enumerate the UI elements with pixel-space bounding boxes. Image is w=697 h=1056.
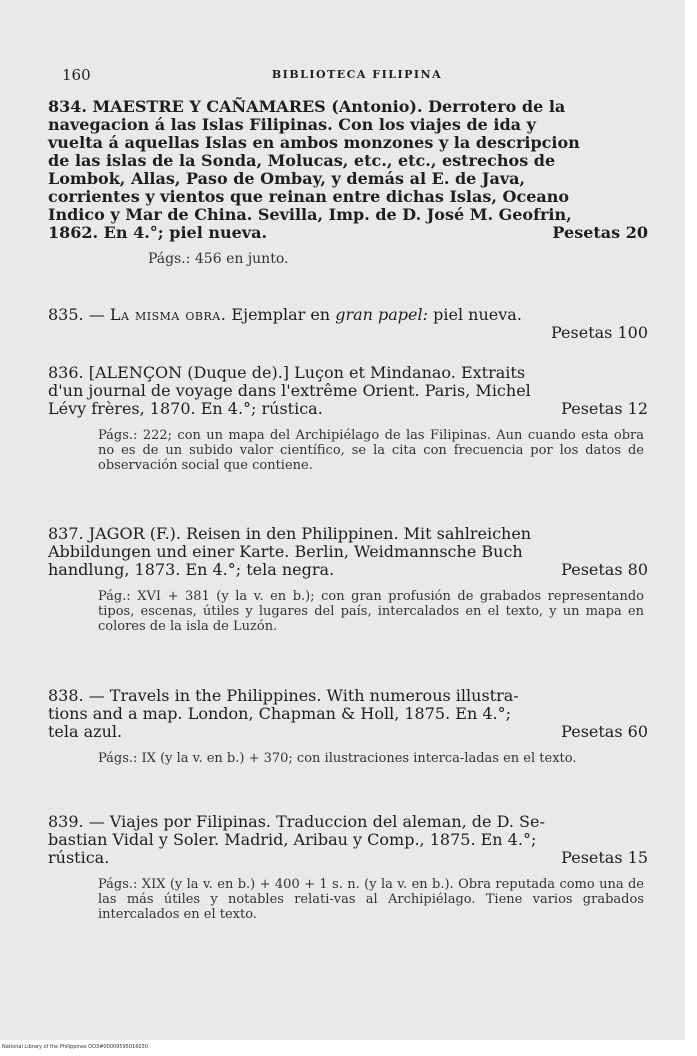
entry-price: Pesetas 100 [551, 323, 648, 342]
entry-835 [48, 306, 648, 342]
entry-line: tions and a map. London, Chapman & Holl, 1875. En 4.°; [48, 704, 511, 723]
entry-line: bastian Vidal y Soler. Madrid, Aribau y Comp., 1875. En 4.°; [48, 830, 537, 849]
entry-line: de las islas de la Sonda, Molucas, etc., etc., estrechos de [48, 151, 556, 170]
entry-note: Pág.: XVI + 381 (y la v. en b.); con gran profusión de grabados representando tipos, escenas, útiles y lugares del país, intercalados en el texto, y un mapa en colores de la isla de Luzón. [98, 589, 644, 634]
entry-note: Págs.: 222; con un mapa del Archipiélago de las Filipinas. Aun cuando esta obra no es de un subido valor científico, se la cita con frecuencia por los datos de observación social que contiene. [98, 428, 644, 473]
running-title: BIBLIOTECA FILIPINA [271, 68, 443, 81]
entry-line: 836. [ALENÇON (Duque de).] Luçon et Mindanao. Extraits [48, 363, 526, 382]
entry-note: Págs.: IX (y la v. en b.) + 370; con ilustraciones interca-ladas en el texto. [98, 751, 577, 766]
entry-line: 839. — Viajes por Filipinas. Traduccion del aleman, de D. Se- [48, 812, 545, 831]
entry-line: Lombok, Allas, Paso de Ombay, y demás al E. de Java, [48, 169, 526, 188]
entry-line: corrientes y vientos que reinan entre dichas Islas, Oceano [48, 187, 570, 206]
entry-price-row [48, 224, 648, 242]
entry-line: 838. — Travels in the Philippines. With numerous illustra- [48, 686, 519, 705]
entry-line: navegacion á las Islas Filipinas. Con los viajes de ida y [48, 115, 536, 134]
entry-text: Ejemplar en [231, 305, 331, 324]
entry-price: Pesetas 60 [561, 722, 648, 741]
entry-price: Pesetas 80 [561, 560, 648, 579]
page-number: 160 [62, 66, 91, 84]
entry-italic: gran papel: [335, 305, 429, 324]
entry-line: handlung, 1873. En 4.°; tela negra. [48, 560, 335, 579]
entry-line: d'un journal de voyage dans l'extrême Orient. Paris, Michel [48, 381, 531, 400]
page-header [62, 66, 652, 86]
entry-line: Lévy frères, 1870. En 4.°; rústica. [48, 399, 323, 418]
entry-title: La misma obra. [109, 305, 227, 324]
entry-line: tela azul. [48, 722, 123, 741]
entry-price-row [48, 723, 648, 741]
entry-price: Pesetas 15 [561, 848, 648, 867]
entry-price: Pesetas 20 [552, 223, 648, 242]
entry-837 [48, 525, 648, 634]
entry-839 [48, 813, 648, 922]
entry-line: 834. MAESTRE Y CAÑAMARES (Antonio). Derrotero de la [48, 97, 566, 116]
scan-footer: National Library of the Philippines DO3#00009595016030 [2, 1044, 148, 1050]
entry-834 [48, 98, 648, 267]
entry-line: rústica. [48, 848, 110, 867]
entry-line: vuelta á aquellas Islas en ambos monzones y la descripcion [48, 133, 580, 152]
entry-line [48, 306, 648, 324]
entry-price-row [48, 849, 648, 867]
entry-price-row [48, 561, 648, 579]
entry-text-after: piel nueva. [433, 305, 522, 324]
entry-line: 1862. En 4.°; piel nueva. [48, 223, 268, 242]
entry-price: Pesetas 12 [561, 399, 648, 418]
entry-line: Indico y Mar de China. Sevilla, Imp. de D. José M. Geofrin, [48, 205, 572, 224]
entry-838 [48, 687, 648, 766]
entry-line: 837. JAGOR (F.). Reisen in den Philippinen. Mit sahlreichen [48, 524, 532, 543]
entry-note: Págs.: 456 en junto. [148, 251, 289, 267]
entry-number: 835. [48, 305, 84, 324]
entry-dash: — [88, 305, 105, 324]
entry-836 [48, 364, 648, 473]
entry-line: Abbildungen und einer Karte. Berlin, Weidmannsche Buch [48, 542, 523, 561]
entry-note: Págs.: XIX (y la v. en b.) + 400 + 1 s. n. (y la v. en b.). Obra reputada como una de las más útiles y notables relati-vas al Archipiélago. Tiene varios grabados intercalados en el texto. [98, 877, 644, 922]
entry-price-row [48, 400, 648, 418]
